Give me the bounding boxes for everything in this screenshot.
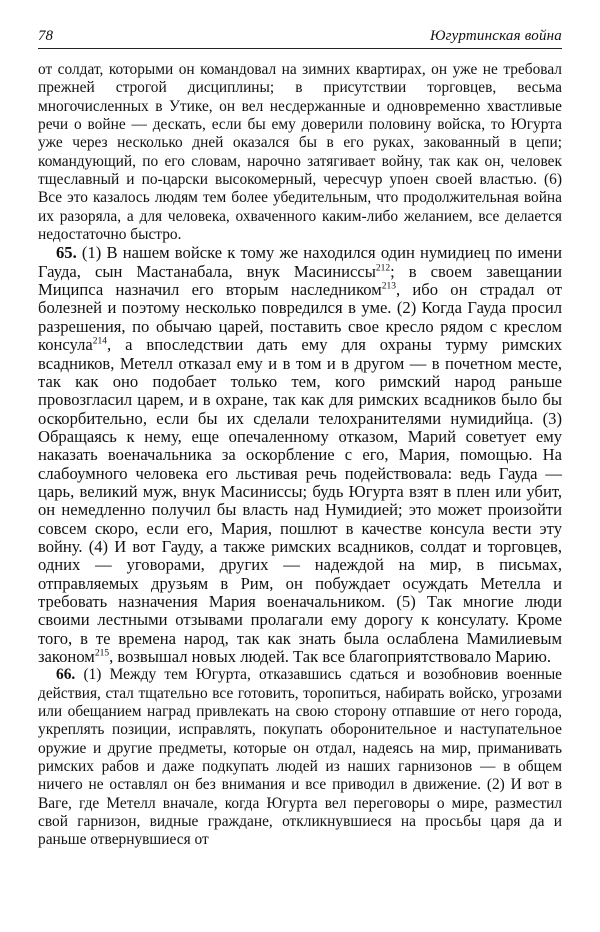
page-number: 78 bbox=[38, 28, 53, 44]
footnote-ref-215: 215 bbox=[94, 648, 110, 659]
footnote-ref-212: 212 bbox=[375, 263, 391, 274]
chapter-65-text-part-5: , возвышал новых людей. Так все благоприятствовало Марию. bbox=[109, 647, 552, 666]
chapter-number-65: 65. bbox=[56, 243, 77, 263]
paragraph-chapter-66 bbox=[38, 666, 562, 849]
chapter-65-text-part-1: (1) В нашем войске к тому же находился один нумидиец по имени Гауда, сын Мастанабала, внук Масиниссы bbox=[38, 243, 562, 281]
chapter-65-text-part-3: , ибо он страдал от болезней и поэтому несколько повредился в уме. (2) Когда Гауда просил разрешения, по обычаю царей, поставить свое кресло рядом с креслом консула bbox=[38, 280, 562, 355]
paragraph-chapter-65 bbox=[38, 244, 562, 666]
book-page bbox=[38, 26, 562, 850]
chapter-66-text: (1) Между тем Югурта, отказавшись сдаться и возобновив военные действия, стал тщательно все готовить, торопиться, набирать войско, угрозами или обещанием наград привлекать на свою сторону отпавшие от него города, укреплять позиции, исправлять, покупать оборонительное и наступательное оружие и другие предметы, которые он отдал, надеясь на мир, приманивать римских рабов и даже подкупать людей из наших гарнизонов — в общем ничего не оставлял он без внимания и все приводил в движение. (2) И вот в Ваге, где Метелл вначале, когда Югурта вел переговоры о мире, разместил свой гарнизон, видные граждане, откликнувшиеся на просьбы царя да и раньше отвернувшиеся от bbox=[38, 666, 562, 849]
running-title: Югуртинская война bbox=[429, 28, 562, 44]
footnote-ref-213: 213 bbox=[381, 281, 397, 292]
chapter-number-66: 66. bbox=[56, 666, 76, 684]
chapter-65-text-part-4: , а впоследствии дать ему для охраны турму римских всадников, Метелл отказал ему и в том и в другом — в почетном месте, так как оно подобает только тем, кого римский народ раньше провозгласил царем, и в охране, так как для римских всадников было бы оскорбительно, если бы их сделали телохранителями нумидийца. (3) Обращаясь к нему, еще опечаленному отказом, Марий советует ему наказать военачальника за оскорбление с его, Мария, помощью. На слабоумного человека его льстивая речь подействовала: ведь Гауда — царь, великий муж, внук Масиниссы; будь Югурта взят в плен или убит, он немедленно получил бы власть над Нумидией; это может произойти совсем скоро, если его, Мария, пошлют в качестве консула вести эту войну. (4) И вот Гауду, а также римских всадников, солдат и торговцев, одних — уговорами, других — надеждой на мир, в письмах, отправляемых друзьям в Рим, он побуждает осуждать Метелла и требовать назначения Мария военачальником. (5) Так многие люди своими лестными отзывами пролагали ему дорогу к консулату. Кроме того, в те времена народ, так как знать была ослаблена Мамилиевым законом bbox=[38, 335, 562, 666]
footnote-ref-214: 214 bbox=[92, 336, 108, 347]
chapter-65-text-part-2: ; в своем завещании Миципса назначил его вторым наследником bbox=[38, 261, 562, 300]
body-text bbox=[38, 61, 562, 850]
page-header bbox=[38, 26, 562, 49]
paragraph-continuation: от солдат, которыми он командовал на зимних квартирах, он уже не требовал прежней строгой дисциплины; в присутствии торговцев, весьма многочисленных в Утике, он вел несдержанные и одновременно хвастливые речи о войне — дескать, если бы ему доверили половину войска, то Югурта уже через несколько дней оказался бы в его руках, закованный в цепи; командующий, по его словам, нарочно затягивает войну, так как он, человек тщеславный и по-царски высокомерный, чересчур упоен своей властью. (6) Все это казалось людям тем более убедительным, что продолжительная война их разоряла, а для человека, охваченного каким-либо желанием, все делается недостаточно быстро. bbox=[38, 61, 562, 244]
